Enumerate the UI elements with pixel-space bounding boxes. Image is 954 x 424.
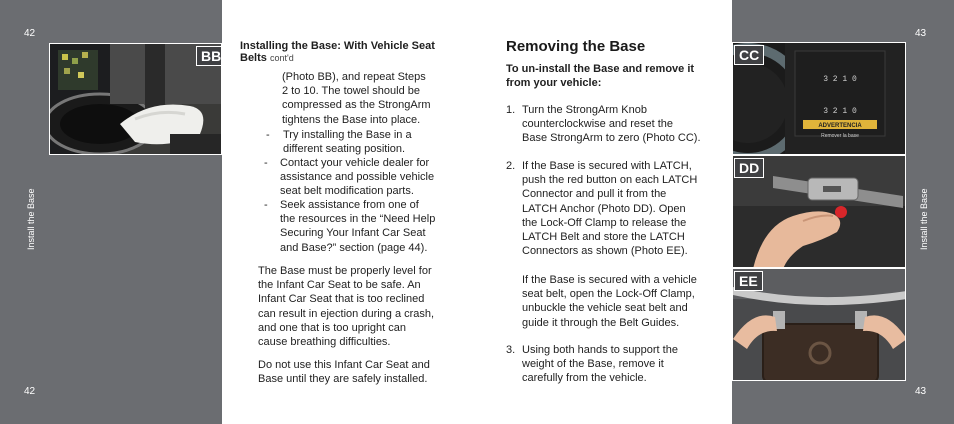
left-sidebar	[0, 0, 222, 424]
bullet-dash: -	[264, 199, 268, 211]
text-line: seat belt modification parts.	[280, 185, 414, 198]
text-line: (Photo BB), and repeat Steps	[282, 71, 426, 83]
photo-ee	[732, 268, 906, 381]
text-line: The Base must be properly level for	[258, 265, 432, 277]
text-line: different seating position.	[283, 143, 406, 156]
step-2-seatbelt-paragraph	[522, 273, 728, 330]
text-line: tightens the Base into place.	[282, 113, 421, 126]
text-line: Securing Your Infant Car Seat	[280, 227, 426, 240]
text-line: If the Base is secured with a vehicle	[522, 274, 697, 286]
text-line: Turn the StrongArm Knob	[522, 104, 647, 116]
text-line: Base until they are safely installed.	[258, 373, 428, 386]
continuation-paragraph	[282, 70, 462, 127]
text-line: seat belt, open the Lock-Off Clamp,	[522, 288, 695, 301]
side-label-left: Install the Base	[26, 188, 36, 250]
photo-bb-badge: BB	[196, 46, 222, 66]
bullet-dash: -	[266, 129, 270, 141]
text-line: compressed as the StrongArm	[282, 99, 431, 112]
text-line: 2 to 10. The towel should be	[282, 85, 421, 98]
step-1	[506, 103, 728, 146]
text-line: the Lock-Off Clamp to release the	[522, 216, 687, 229]
step-2	[506, 159, 728, 258]
step-number: 2.	[506, 160, 516, 172]
text-line: assistance and possible vehicle	[280, 171, 435, 184]
cc-digits-top: 3 2 1 0	[823, 75, 857, 84]
text-line: If the Base is secured with LATCH,	[522, 160, 692, 172]
text-line: cause breathing difficulties.	[258, 336, 391, 349]
text-line: Connector and pull it from the	[522, 188, 667, 201]
bullet-item-3	[264, 198, 462, 255]
photo-cc	[732, 42, 906, 155]
text-line: can result in ejection during a crash,	[258, 307, 435, 320]
page-number-top-right: 43	[915, 28, 927, 39]
text-line: Do not use this Infant Car Seat and	[258, 359, 430, 371]
text-line: LATCH Anchor (Photo DD). Open	[522, 202, 686, 215]
cc-sticker-text: Remover la base	[821, 133, 859, 139]
section-heading-installing	[240, 40, 455, 64]
bullet-item-2	[264, 156, 462, 199]
text-line: Contact your vehicle dealer for	[280, 157, 430, 169]
page-number-top-left: 42	[24, 28, 36, 39]
text-line: Seek assistance from one of	[280, 199, 419, 211]
page-number-bottom-left: 42	[24, 386, 36, 397]
text-line: unbuckle the vehicle seat belt and	[522, 302, 688, 315]
bullet-item-1	[266, 128, 462, 156]
text-line: Infant Car Seat that is too reclined	[258, 293, 425, 306]
photo-dd	[732, 155, 906, 268]
photo-cc-badge: CC	[734, 45, 764, 65]
photo-bb	[49, 43, 222, 155]
bullet-dash: -	[264, 157, 268, 169]
text-line: carefully from the vehicle.	[522, 372, 647, 385]
text-line: the resources in the “Need Help	[280, 213, 436, 226]
heading-text: Installing the Base: With Vehicle Seat Belts	[240, 40, 435, 64]
photo-ee-badge: EE	[734, 271, 763, 291]
column-installing	[240, 40, 455, 64]
heading-contd: cont'd	[269, 53, 294, 63]
text-line: Using both hands to support the	[522, 344, 678, 356]
text-line: push the red button on each LATCH	[522, 174, 698, 187]
removing-intro	[506, 62, 728, 90]
do-not-use-paragraph	[258, 358, 463, 386]
text-line: guide it through the Belt Guides.	[522, 316, 680, 329]
text-line: and one that is too upright can	[258, 321, 406, 334]
right-sidebar	[732, 0, 954, 424]
cc-sticker-warning: ADVERTENCIA	[818, 123, 862, 129]
section-heading-removing: Removing the Base	[506, 38, 646, 55]
text-line: LATCH Belt and store the LATCH	[522, 231, 685, 244]
text-line: and Base?” section (page 44).	[280, 241, 428, 254]
text-line: from your vehicle:	[506, 77, 602, 90]
text-line: Connectors as shown (Photo EE).	[522, 245, 688, 258]
text-line: the Infant Car Seat to be safe. An	[258, 279, 421, 292]
text-line: counterclockwise and reset the	[522, 118, 674, 131]
side-label-right: Install the Base	[919, 188, 929, 250]
step-number: 1.	[506, 104, 516, 116]
text-line: Try installing the Base in a	[283, 129, 412, 141]
cc-digits-bottom: 3 2 1 0	[823, 107, 857, 116]
step-number: 3.	[506, 344, 516, 356]
page-number-bottom-right: 43	[915, 386, 927, 397]
step-3	[506, 343, 728, 386]
photo-dd-badge: DD	[734, 158, 764, 178]
text-line: weight of the Base, remove it	[522, 358, 664, 371]
level-warning-paragraph	[258, 264, 463, 349]
text-line: Base StrongArm to zero (Photo CC).	[522, 132, 701, 145]
text-line: To un-install the Base and remove it	[506, 63, 695, 75]
